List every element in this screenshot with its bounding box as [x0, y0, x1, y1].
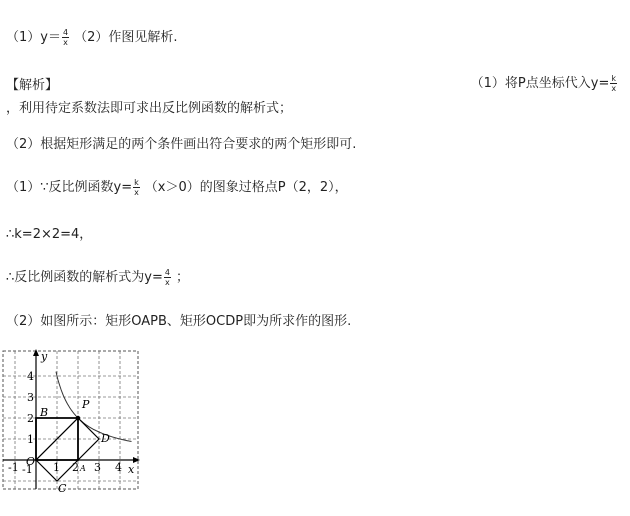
point-B-label: B [40, 406, 49, 419]
analysis-right-text [471, 74, 618, 93]
solution-line3-a: ∴反比例函数的解析式为y= [6, 270, 163, 285]
solution-line1 [6, 178, 348, 197]
answer-part1: （1）y＝ [6, 30, 61, 45]
x-tick-1: 1 [53, 461, 60, 474]
solution-line3 [6, 268, 189, 287]
x-tick-A: A [80, 464, 86, 473]
solution-fraction-k [133, 178, 140, 197]
y-tick-neg1: -1 [22, 463, 33, 476]
x-axis-label: x [128, 463, 135, 476]
origin-label: O [26, 455, 36, 468]
answer-line [6, 28, 177, 47]
analysis-continuation: ，利用待定系数法即可求出反比例函数的解析式； [6, 101, 293, 116]
fraction-numerator: k [611, 74, 616, 83]
x-tick-3: 3 [94, 461, 101, 474]
fraction-denominator: x [63, 38, 68, 47]
solution-line1-b: （x＞0）的图象过格点P（2，2）， [144, 180, 348, 195]
x-tick-4: 4 [115, 461, 122, 474]
solution-line2: ∴k=2×2=4， [6, 227, 93, 242]
x-tick-2: 2 [72, 461, 79, 474]
y-tick-1: 1 [27, 433, 34, 446]
analysis-step2: （2）根据矩形满足的两个条件画出符合要求的两个矩形即可. [6, 137, 357, 152]
point-C-label: C [58, 482, 67, 495]
y-tick-2: 2 [27, 412, 34, 425]
solution-line4: （2）如图所示：矩形OAPB、矩形OCDP即为所求作的图形. [6, 314, 352, 329]
solution-line1-a: （1）∵反比例函数y= [6, 180, 133, 195]
y-tick-4: 4 [27, 370, 34, 383]
solution-line3-b: ； [175, 270, 189, 285]
y-axis-label: y [41, 350, 48, 363]
point-P-label: P [82, 398, 90, 411]
y-tick-3: 3 [27, 391, 34, 404]
analysis-step1-text: （1）将P点坐标代入y= [470, 76, 610, 91]
fraction-numerator: 4 [62, 28, 69, 37]
point-D-label: D [101, 432, 110, 445]
x-tick-neg1: -1 [8, 461, 19, 474]
analysis-heading: 【解析】 [6, 78, 59, 93]
fraction-numerator: k [134, 178, 139, 187]
fraction-numerator: 4 [164, 268, 170, 277]
answer-fraction [62, 28, 69, 47]
fraction-denominator: x [134, 188, 139, 197]
y-axis-arrow-icon [33, 349, 39, 356]
fraction-denominator: x [611, 84, 617, 93]
analysis-fraction [610, 74, 617, 93]
solution-fraction-4 [164, 268, 171, 287]
point-P-marker [76, 416, 80, 420]
fraction-denominator: x [165, 278, 170, 287]
answer-part2: （2）作图见解析. [74, 30, 178, 45]
coordinate-figure [0, 345, 150, 495]
